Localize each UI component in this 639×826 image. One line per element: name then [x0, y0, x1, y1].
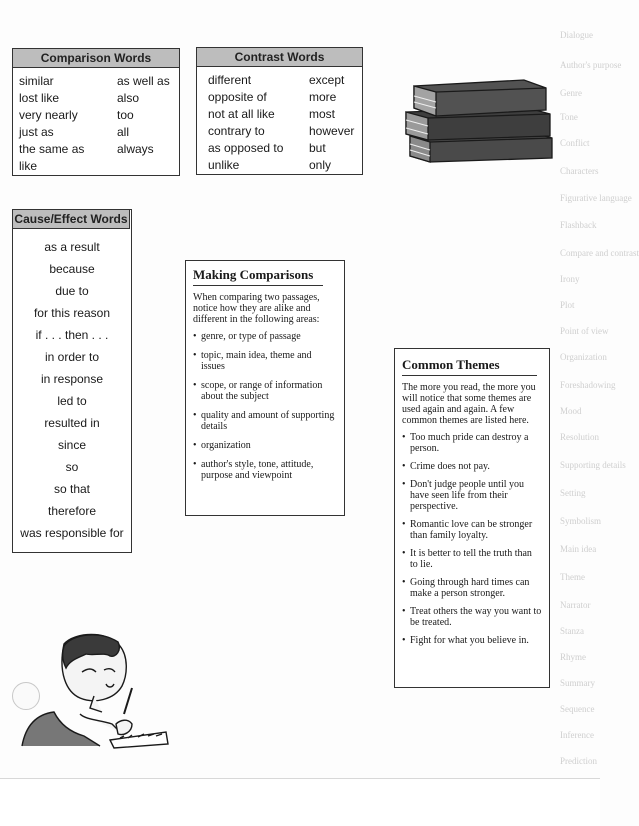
bleed-through-text: Stanza	[560, 626, 584, 636]
making-comparisons-card	[185, 260, 345, 516]
word: so that	[53, 482, 91, 496]
word: also	[117, 91, 140, 105]
bleed-through-text: Resolution	[560, 432, 600, 442]
bleed-through-text: Symbolism	[560, 516, 602, 526]
word: led to	[57, 394, 87, 408]
comparison-words-title: Comparison Words	[12, 48, 180, 68]
word: if . . . then . . .	[35, 328, 109, 342]
bleed-through-text: Characters	[560, 166, 599, 176]
cause-effect-words-list	[13, 236, 131, 544]
word: more	[309, 90, 337, 104]
bleed-through-text: Rhyme	[560, 652, 586, 662]
bleed-through-text: Irony	[560, 274, 580, 284]
bleed-through-text: Author's purpose	[560, 60, 622, 70]
word: as a result	[44, 240, 100, 254]
word: different	[208, 73, 252, 87]
bleed-through-text: Setting	[560, 488, 586, 498]
common-themes-intro: The more you read, the more you will notice that some themes are used again and again. A few common themes are listed here.	[402, 382, 536, 426]
word: in order to	[44, 350, 100, 364]
comparison-words-col2	[117, 73, 170, 158]
bleed-through-text: Prediction	[560, 756, 597, 766]
word: lost like	[19, 91, 60, 105]
list-item: • Fight for what you believe in.	[402, 635, 542, 646]
making-comparisons-list	[193, 331, 337, 481]
word: most	[309, 107, 336, 121]
bleed-through-text: Theme	[560, 572, 585, 582]
list-item: • Don't judge people until you have seen life from their perspective.	[402, 479, 542, 512]
list-item: • Romantic love can be stronger than family loyalty.	[402, 519, 542, 541]
bleed-through-text: Inference	[560, 730, 594, 740]
bleed-through-text: Plot	[560, 300, 575, 310]
bleed-through-text: Point of view	[560, 326, 609, 336]
word: for this reason	[33, 306, 111, 320]
list-item: • genre, or type of passage	[193, 331, 337, 342]
contrast-words-box	[196, 47, 363, 175]
word: contrary to	[208, 124, 265, 138]
list-item: • scope, or range of information about the subject	[193, 380, 337, 402]
bleed-through-text: Flashback	[560, 220, 597, 230]
common-themes-title: Common Themes	[402, 357, 500, 372]
word: always	[117, 142, 154, 156]
cause-effect-words-box	[12, 209, 132, 553]
word: just as	[19, 125, 54, 139]
word: all	[117, 125, 130, 139]
boy-writing-illustration	[20, 628, 170, 748]
bleed-through-text: Organization	[560, 352, 607, 362]
bleed-through-text: Sequence	[560, 704, 595, 714]
bleed-through-text: Conflict	[560, 138, 590, 148]
word: like	[19, 159, 38, 173]
word: except	[309, 73, 345, 87]
title-underline	[193, 285, 323, 286]
comparison-words-box	[12, 48, 180, 176]
list-item: • author's style, tone, attitude, purpose and viewpoint	[193, 459, 337, 481]
word: too	[117, 108, 134, 122]
word: only	[309, 158, 332, 172]
bleed-through-text: Genre	[560, 88, 582, 98]
word: the same as	[19, 142, 85, 156]
making-comparisons-intro: When comparing two passages, notice how they are alike and different in the following areas:	[193, 292, 320, 325]
title-underline	[402, 375, 537, 376]
contrast-words-col1	[208, 72, 283, 174]
making-comparisons-title: Making Comparisons	[193, 267, 314, 282]
bleed-through-text: Figurative language	[560, 193, 632, 203]
bleed-through-text: Mood	[560, 406, 582, 416]
stacked-books-illustration	[400, 72, 560, 162]
word: as well as	[117, 74, 170, 88]
bleed-through-text: Foreshadowing	[560, 380, 616, 390]
word: resulted in	[44, 416, 100, 430]
word: however	[309, 124, 355, 138]
word: but	[309, 141, 326, 155]
word: not at all like	[208, 107, 275, 121]
word: as opposed to	[208, 141, 284, 155]
word: because	[49, 262, 95, 276]
word: in response	[40, 372, 104, 386]
word: therefore	[47, 504, 97, 518]
list-item: • Too much pride can destroy a person.	[402, 432, 542, 454]
word: unlike	[208, 158, 240, 172]
contrast-words-title: Contrast Words	[196, 47, 363, 67]
contrast-words-col2	[309, 72, 354, 174]
cause-effect-words-title: Cause/Effect Words	[12, 209, 130, 229]
list-item: • Going through hard times can make a person stronger.	[402, 577, 542, 599]
bleed-through-text: Summary	[560, 678, 595, 688]
common-themes-list	[402, 432, 542, 646]
bleed-through-text: Tone	[560, 112, 578, 122]
list-item: • Treat others the way you want to be treated.	[402, 606, 542, 628]
page-bottom-margin	[0, 778, 600, 826]
bleed-through-text: Narrator	[560, 600, 591, 610]
word: similar	[19, 74, 54, 88]
bleed-through-text: Supporting details	[560, 460, 626, 470]
comparison-words-col1	[19, 73, 84, 175]
word: due to	[55, 284, 89, 298]
bleed-through-text: Dialogue	[560, 30, 593, 40]
list-item: • topic, main idea, theme and issues	[193, 350, 337, 372]
list-item: • It is better to tell the truth than to lie.	[402, 548, 542, 570]
common-themes-card	[394, 348, 550, 688]
bleed-through-text: Main idea	[560, 544, 597, 554]
list-item: • Crime does not pay.	[402, 461, 542, 472]
word: since	[57, 438, 86, 452]
word: was responsible for	[20, 526, 124, 540]
word: very nearly	[19, 108, 78, 122]
word: opposite of	[208, 90, 267, 104]
list-item: • quality and amount of supporting details	[193, 410, 337, 432]
bleed-through-text: Compare and contrast	[560, 248, 639, 258]
list-item: • organization	[193, 440, 337, 451]
word: so	[65, 460, 79, 474]
